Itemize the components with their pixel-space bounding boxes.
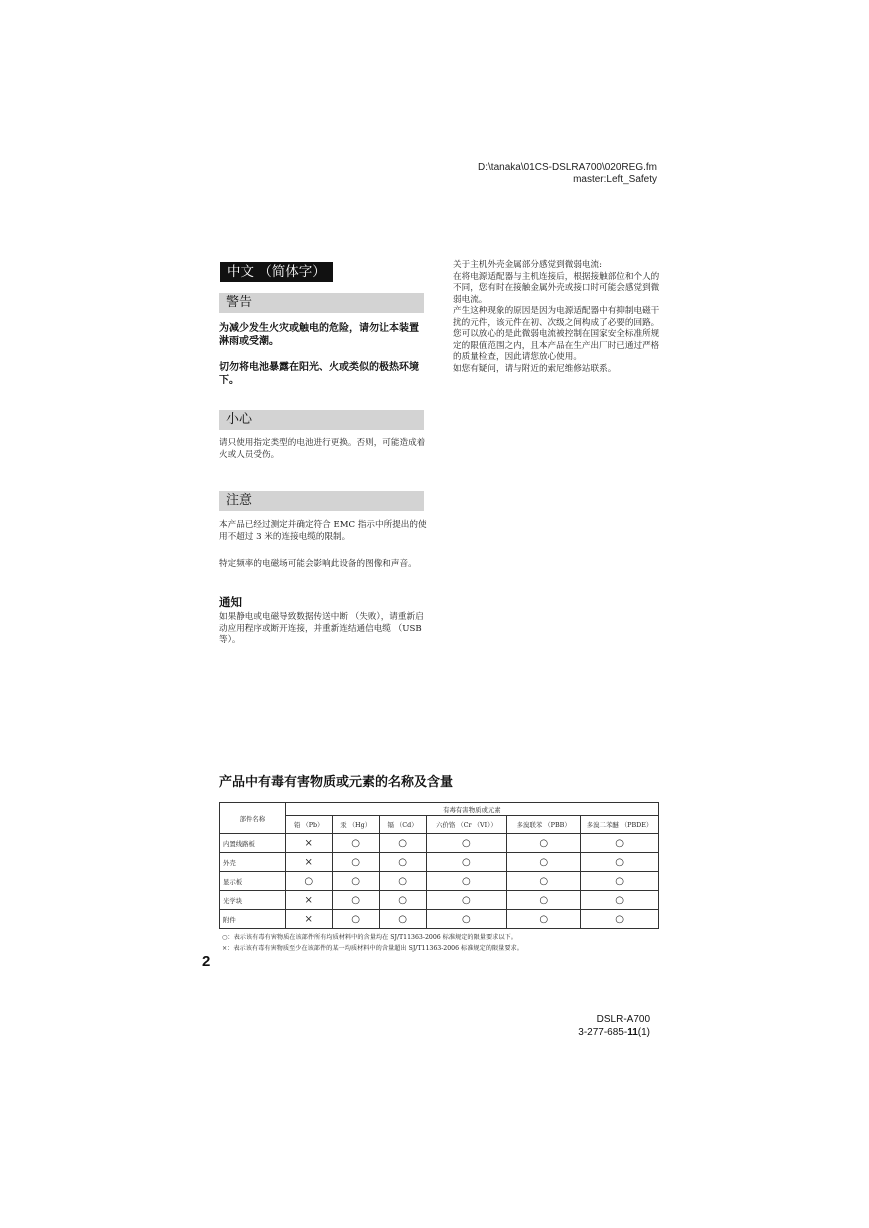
mark-cell: ○ <box>507 834 581 853</box>
column-header: 多溴联苯 （PBB） <box>507 816 581 834</box>
mark-cell: ○ <box>581 910 659 929</box>
notice-heading: 注意 <box>219 491 424 511</box>
warning-paragraph-1: 为减少发生火灾或触电的危险，请勿让本装置淋雨或受潮。 <box>219 323 419 347</box>
document-header <box>478 162 657 186</box>
mark-cell: ○ <box>426 853 507 872</box>
leakage-paragraph-4: 如您有疑问，请与附近的索尼维修站联系。 <box>453 363 617 374</box>
mark-cell: ○ <box>507 910 581 929</box>
column-header: 铅 （Pb） <box>285 816 332 834</box>
mark-cell: × <box>285 853 332 872</box>
notice-paragraph-1: 本产品已经过测定并确定符合 EMC 指示中所提出的使用不超过 3 米的连接电缆的限制。 <box>219 520 427 542</box>
part-name: 光学块 <box>220 891 286 910</box>
mark-cell: ○ <box>285 872 332 891</box>
mark-cell: ○ <box>332 910 379 929</box>
warning-heading: 警告 <box>219 293 424 313</box>
leakage-current-section <box>453 260 663 375</box>
leakage-paragraph-1: 在将电源适配器与主机连接后，根据接触部位和个人的不同，您有时在接触金属外壳或接口时可能会感觉到微弱电流。 <box>453 271 660 305</box>
master-page-label: master:Left_Safety <box>573 174 657 185</box>
mark-cell: ○ <box>379 872 426 891</box>
part-name: 附件 <box>220 910 286 929</box>
mark-cell: ○ <box>507 891 581 910</box>
column-header: 镉 （Cd） <box>379 816 426 834</box>
part-name: 外壳 <box>220 853 286 872</box>
leakage-title: 关于主机外壳金属部分感觉到微弱电流: <box>453 260 602 270</box>
mark-cell: ○ <box>332 872 379 891</box>
leakage-paragraph-2: 产生这种现象的原因是因为电源适配器中有抑制电磁干扰的元件，该元件在初、次级之间构成了必要的回路。 <box>453 306 660 328</box>
mark-cell: ○ <box>581 872 659 891</box>
mark-cell: × <box>285 910 332 929</box>
table-row <box>220 853 659 872</box>
mark-cell: ○ <box>379 910 426 929</box>
table-row <box>220 891 659 910</box>
mark-cell: × <box>285 834 332 853</box>
mark-cell: ○ <box>426 891 507 910</box>
notice-subheading: 通知 <box>219 595 242 609</box>
column-header: 汞 （Hg） <box>332 816 379 834</box>
part-code <box>578 1026 650 1039</box>
caution-heading: 小心 <box>219 410 424 430</box>
column-header: 多溴二苯醚 （PBDE） <box>581 816 659 834</box>
model-name: DSLR-A700 <box>596 1014 650 1025</box>
mark-cell: × <box>285 891 332 910</box>
mark-cell: ○ <box>332 853 379 872</box>
substances-table-title: 产品中有毒有害物质或元素的名称及含量 <box>219 775 454 790</box>
file-path: D:\tanaka\01CS-DSLRA700\020REG.fm <box>478 162 657 173</box>
mark-cell: ○ <box>507 853 581 872</box>
document-footer <box>578 1013 650 1039</box>
table-note-circle: ○：表示该有毒有害物质在该部件所有均质材料中的含量均在 SJ/T11363-2006 标准规定的限量要求以下。 <box>222 934 517 941</box>
page-number: 2 <box>202 953 211 970</box>
mark-cell: ○ <box>426 910 507 929</box>
mark-cell: ○ <box>332 834 379 853</box>
part-code-prefix: 3-277-685- <box>578 1027 628 1038</box>
warning-paragraph-2: 切勿将电池暴露在阳光、火或类似的极热环境下。 <box>219 362 419 386</box>
mark-cell: ○ <box>426 872 507 891</box>
language-title: 中文 （简体字） <box>220 262 333 282</box>
notice-subtext: 如果静电或电磁导致数据传送中断 （失败），请重新启动应用程序或断开连接，并重新连结通信电缆 （USB 等）。 <box>219 612 424 645</box>
substance-group-header: 有毒有害物质或元素 <box>285 803 658 816</box>
table-row <box>220 872 659 891</box>
notice-paragraph-2: 特定频率的电磁场可能会影响此设备的图像和声音。 <box>219 559 417 569</box>
part-name-header: 部件名称 <box>220 803 286 834</box>
substances-table <box>219 802 659 929</box>
part-name: 内置线路板 <box>220 834 286 853</box>
mark-cell: ○ <box>379 891 426 910</box>
mark-cell: ○ <box>379 853 426 872</box>
mark-cell: ○ <box>507 872 581 891</box>
table-row <box>220 834 659 853</box>
mark-cell: ○ <box>581 891 659 910</box>
part-code-suffix: (1) <box>637 1027 650 1038</box>
mark-cell: ○ <box>426 834 507 853</box>
caution-text: 请只使用指定类型的电池进行更换。否则，可能造成着火或人员受伤。 <box>219 438 426 460</box>
table-row <box>220 910 659 929</box>
mark-cell: ○ <box>581 834 659 853</box>
mark-cell: ○ <box>581 853 659 872</box>
mark-cell: ○ <box>332 891 379 910</box>
part-code-bold: 11 <box>627 1027 638 1038</box>
leakage-paragraph-3: 您可以放心的是此微弱电流被控制在国家安全标准所规定的限值范围之内，且本产品在生产出厂时已通过严格的质量检查，因此请您放心使用。 <box>453 329 660 362</box>
mark-cell: ○ <box>379 834 426 853</box>
table-note-cross: ×：表示该有毒有害物质至少在该部件的某一均质材料中的含量超出 SJ/T11363-2006 标准规定的限量要求。 <box>222 945 523 952</box>
part-name: 显示板 <box>220 872 286 891</box>
column-header: 六价铬 （Cr （VI）） <box>426 816 507 834</box>
